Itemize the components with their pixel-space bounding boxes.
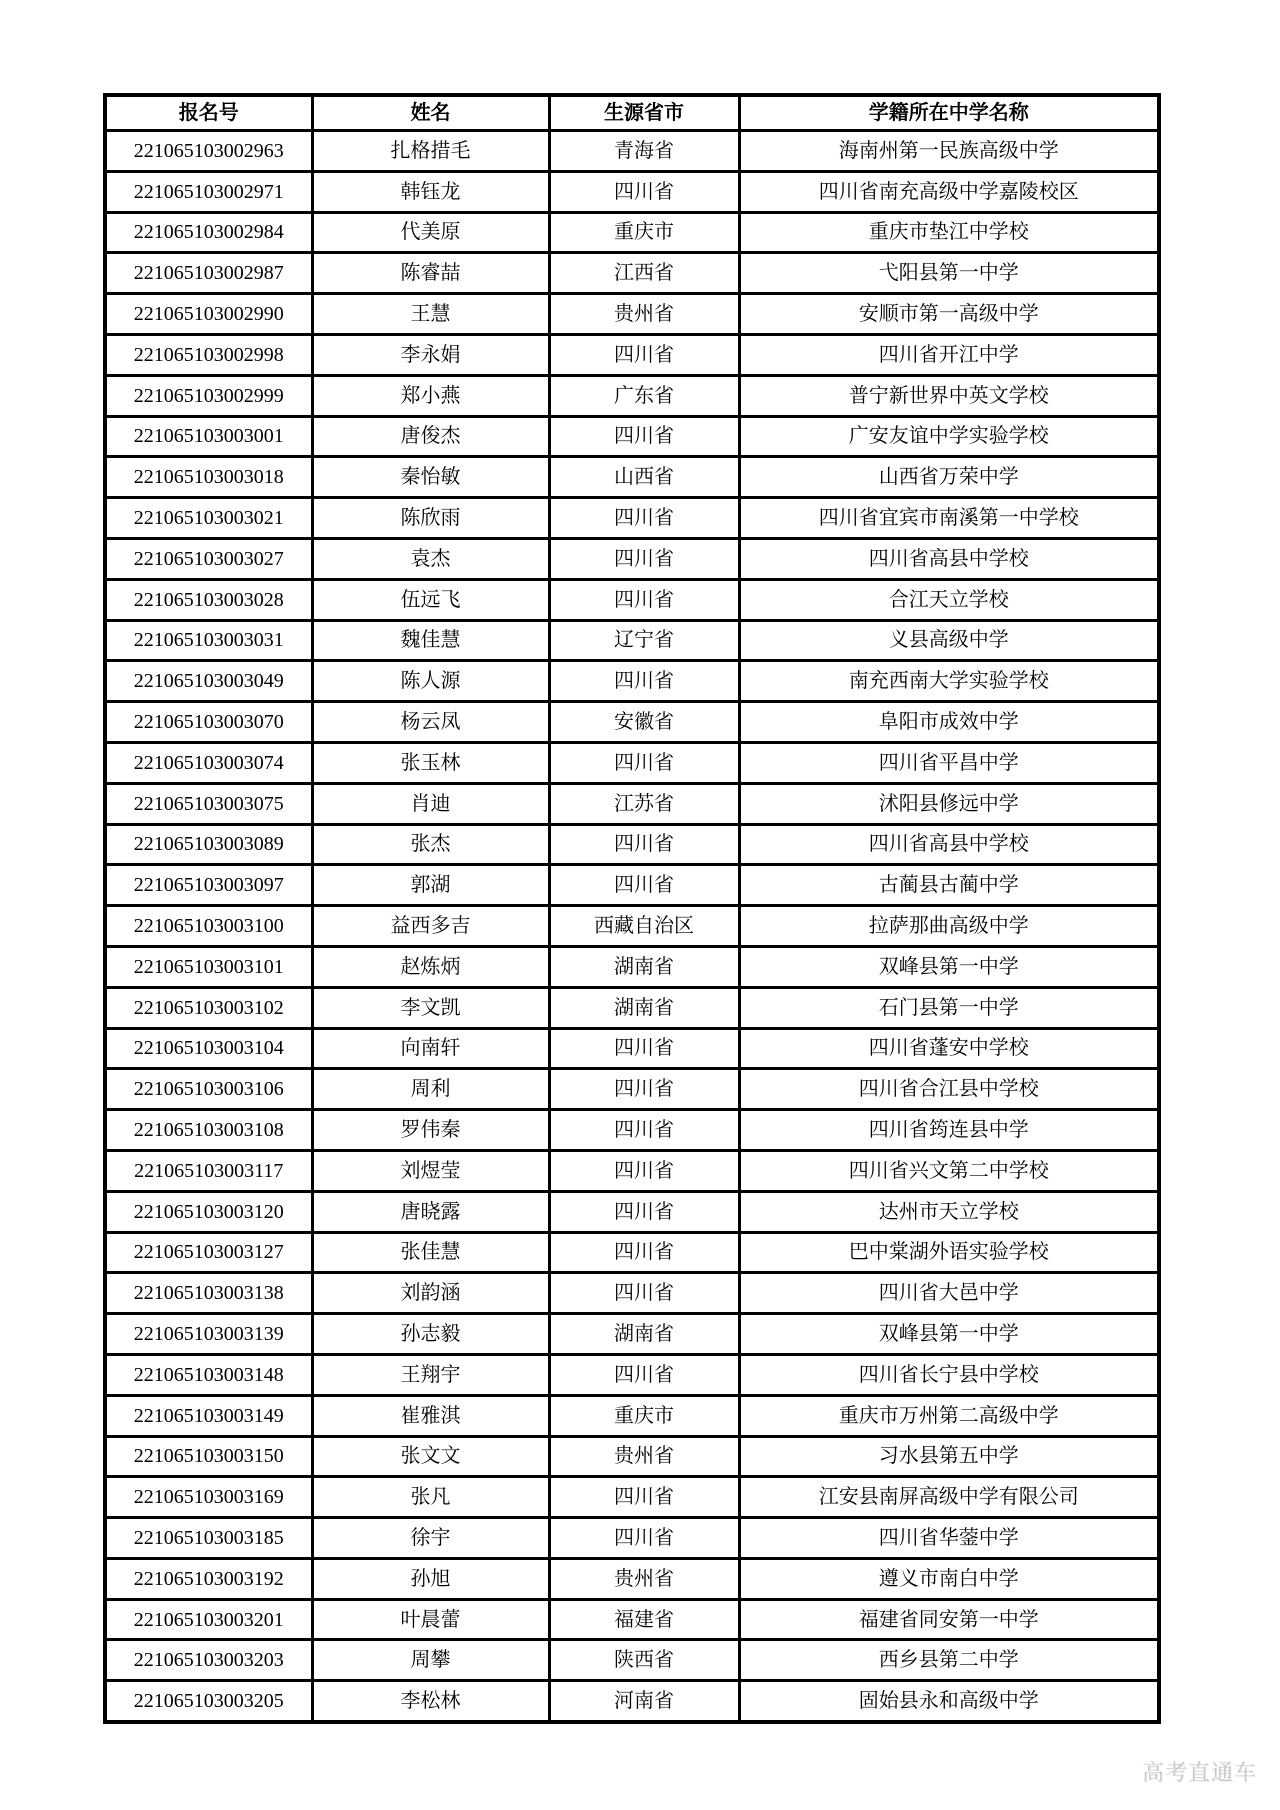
column-header-registration-no: 报名号 <box>105 95 312 131</box>
cell-name: 魏佳慧 <box>312 620 549 661</box>
table-row <box>105 1314 1159 1355</box>
cell-name: 刘韵涵 <box>312 1273 549 1314</box>
cell-school: 普宁新世界中英文学校 <box>739 375 1159 416</box>
table-row <box>105 702 1159 743</box>
cell-name: 刘煜莹 <box>312 1150 549 1191</box>
cell-province: 山西省 <box>549 457 739 498</box>
cell-school: 重庆市万州第二高级中学 <box>739 1395 1159 1436</box>
cell-name: 代美原 <box>312 212 549 253</box>
cell-name: 赵炼炳 <box>312 946 549 987</box>
cell-name: 叶晨蕾 <box>312 1599 549 1640</box>
table-row <box>105 865 1159 906</box>
cell-school: 四川省南充高级中学嘉陵校区 <box>739 171 1159 212</box>
cell-province: 四川省 <box>549 1110 739 1151</box>
cell-name: 韩钰龙 <box>312 171 549 212</box>
cell-registration-no: 221065103003101 <box>105 946 312 987</box>
table-row <box>105 538 1159 579</box>
table-row <box>105 457 1159 498</box>
cell-school: 四川省宜宾市南溪第一中学校 <box>739 498 1159 539</box>
cell-registration-no: 221065103003120 <box>105 1191 312 1232</box>
cell-registration-no: 221065103003097 <box>105 865 312 906</box>
cell-registration-no: 221065103003028 <box>105 579 312 620</box>
cell-province: 贵州省 <box>549 1558 739 1599</box>
cell-registration-no: 221065103003104 <box>105 1028 312 1069</box>
cell-province: 四川省 <box>549 1477 739 1518</box>
table-row <box>105 1477 1159 1518</box>
cell-province: 四川省 <box>549 1232 739 1273</box>
table-row <box>105 131 1159 172</box>
table-row <box>105 1110 1159 1151</box>
cell-province: 青海省 <box>549 131 739 172</box>
cell-registration-no: 221065103003027 <box>105 538 312 579</box>
table-row <box>105 253 1159 294</box>
cell-school: 海南州第一民族高级中学 <box>739 131 1159 172</box>
cell-school: 福建省同安第一中学 <box>739 1599 1159 1640</box>
cell-name: 王慧 <box>312 294 549 335</box>
cell-province: 安徽省 <box>549 702 739 743</box>
cell-province: 四川省 <box>549 1273 739 1314</box>
cell-school: 习水县第五中学 <box>739 1436 1159 1477</box>
cell-registration-no: 221065103002984 <box>105 212 312 253</box>
cell-name: 孙志毅 <box>312 1314 549 1355</box>
cell-name: 益西多吉 <box>312 906 549 947</box>
cell-name: 张佳慧 <box>312 1232 549 1273</box>
cell-school: 南充西南大学实验学校 <box>739 661 1159 702</box>
cell-name: 徐宇 <box>312 1518 549 1559</box>
cell-school: 四川省高县中学校 <box>739 538 1159 579</box>
cell-registration-no: 221065103002963 <box>105 131 312 172</box>
cell-registration-no: 221065103003108 <box>105 1110 312 1151</box>
cell-province: 四川省 <box>549 538 739 579</box>
cell-province: 四川省 <box>549 334 739 375</box>
cell-school: 四川省筠连县中学 <box>739 1110 1159 1151</box>
cell-province: 辽宁省 <box>549 620 739 661</box>
table-row <box>105 212 1159 253</box>
cell-school: 四川省开江中学 <box>739 334 1159 375</box>
column-header-name: 姓名 <box>312 95 549 131</box>
cell-school: 安顺市第一高级中学 <box>739 294 1159 335</box>
cell-name: 郭湖 <box>312 865 549 906</box>
cell-province: 湖南省 <box>549 987 739 1028</box>
cell-name: 罗伟秦 <box>312 1110 549 1151</box>
cell-province: 福建省 <box>549 1599 739 1640</box>
cell-school: 广安友谊中学实验学校 <box>739 416 1159 457</box>
cell-name: 袁杰 <box>312 538 549 579</box>
cell-school: 双峰县第一中学 <box>739 946 1159 987</box>
cell-school: 达州市天立学校 <box>739 1191 1159 1232</box>
cell-registration-no: 221065103003139 <box>105 1314 312 1355</box>
cell-name: 唐俊杰 <box>312 416 549 457</box>
cell-registration-no: 221065103003075 <box>105 783 312 824</box>
cell-school: 固始县永和高级中学 <box>739 1681 1159 1722</box>
cell-province: 江苏省 <box>549 783 739 824</box>
cell-name: 崔雅淇 <box>312 1395 549 1436</box>
cell-province: 河南省 <box>549 1681 739 1722</box>
cell-school: 西乡县第二中学 <box>739 1640 1159 1681</box>
cell-province: 四川省 <box>549 171 739 212</box>
cell-province: 西藏自治区 <box>549 906 739 947</box>
cell-school: 弋阳县第一中学 <box>739 253 1159 294</box>
cell-registration-no: 221065103003117 <box>105 1150 312 1191</box>
cell-name: 孙旭 <box>312 1558 549 1599</box>
cell-province: 四川省 <box>549 1150 739 1191</box>
cell-name: 扎格措毛 <box>312 131 549 172</box>
cell-name: 伍远飞 <box>312 579 549 620</box>
cell-province: 四川省 <box>549 1354 739 1395</box>
cell-registration-no: 221065103002987 <box>105 253 312 294</box>
cell-name: 陈睿喆 <box>312 253 549 294</box>
cell-province: 四川省 <box>549 579 739 620</box>
table-row <box>105 661 1159 702</box>
cell-registration-no: 221065103002999 <box>105 375 312 416</box>
table-row <box>105 620 1159 661</box>
cell-province: 贵州省 <box>549 1436 739 1477</box>
table-row <box>105 1191 1159 1232</box>
cell-registration-no: 221065103003070 <box>105 702 312 743</box>
cell-school: 拉萨那曲高级中学 <box>739 906 1159 947</box>
table-row <box>105 1150 1159 1191</box>
cell-school: 阜阳市成效中学 <box>739 702 1159 743</box>
cell-name: 陈人源 <box>312 661 549 702</box>
cell-school: 沭阳县修远中学 <box>739 783 1159 824</box>
cell-registration-no: 221065103003148 <box>105 1354 312 1395</box>
cell-name: 张杰 <box>312 824 549 865</box>
watermark-text: 高考直通车 <box>1141 1760 1257 1785</box>
cell-registration-no: 221065103003102 <box>105 987 312 1028</box>
cell-name: 张凡 <box>312 1477 549 1518</box>
cell-name: 周利 <box>312 1069 549 1110</box>
cell-name: 肖迪 <box>312 783 549 824</box>
cell-registration-no: 221065103003021 <box>105 498 312 539</box>
cell-registration-no: 221065103003127 <box>105 1232 312 1273</box>
table-row <box>105 742 1159 783</box>
cell-province: 广东省 <box>549 375 739 416</box>
table-row <box>105 906 1159 947</box>
cell-province: 四川省 <box>549 865 739 906</box>
table-row <box>105 1518 1159 1559</box>
cell-registration-no: 221065103003149 <box>105 1395 312 1436</box>
table-row <box>105 1681 1159 1722</box>
cell-name: 李松林 <box>312 1681 549 1722</box>
cell-registration-no: 221065103003185 <box>105 1518 312 1559</box>
cell-province: 四川省 <box>549 742 739 783</box>
table-row <box>105 1028 1159 1069</box>
cell-name: 郑小燕 <box>312 375 549 416</box>
cell-registration-no: 221065103003106 <box>105 1069 312 1110</box>
cell-school: 四川省平昌中学 <box>739 742 1159 783</box>
cell-registration-no: 221065103003192 <box>105 1558 312 1599</box>
cell-name: 王翔宇 <box>312 1354 549 1395</box>
cell-registration-no: 221065103003018 <box>105 457 312 498</box>
cell-registration-no: 221065103002998 <box>105 334 312 375</box>
cell-school: 重庆市垫江中学校 <box>739 212 1159 253</box>
table-row <box>105 1640 1159 1681</box>
cell-province: 四川省 <box>549 824 739 865</box>
cell-school: 江安县南屏高级中学有限公司 <box>739 1477 1159 1518</box>
cell-school: 山西省万荣中学 <box>739 457 1159 498</box>
table-row <box>105 171 1159 212</box>
cell-registration-no: 221065103003031 <box>105 620 312 661</box>
cell-province: 四川省 <box>549 1028 739 1069</box>
cell-name: 李文凯 <box>312 987 549 1028</box>
cell-registration-no: 221065103003089 <box>105 824 312 865</box>
column-header-province: 生源省市 <box>549 95 739 131</box>
cell-school: 四川省兴文第二中学校 <box>739 1150 1159 1191</box>
column-header-school: 学籍所在中学名称 <box>739 95 1159 131</box>
cell-registration-no: 221065103003074 <box>105 742 312 783</box>
cell-province: 四川省 <box>549 498 739 539</box>
cell-school: 双峰县第一中学 <box>739 1314 1159 1355</box>
cell-province: 重庆市 <box>549 212 739 253</box>
cell-registration-no: 221065103003100 <box>105 906 312 947</box>
cell-school: 合江天立学校 <box>739 579 1159 620</box>
cell-province: 湖南省 <box>549 946 739 987</box>
cell-registration-no: 221065103003150 <box>105 1436 312 1477</box>
cell-school: 石门县第一中学 <box>739 987 1159 1028</box>
cell-name: 张文文 <box>312 1436 549 1477</box>
cell-school: 遵义市南白中学 <box>739 1558 1159 1599</box>
table-row <box>105 1436 1159 1477</box>
table-row <box>105 1354 1159 1395</box>
table-row <box>105 334 1159 375</box>
table-row <box>105 1069 1159 1110</box>
cell-province: 湖南省 <box>549 1314 739 1355</box>
table-row <box>105 579 1159 620</box>
cell-school: 古蔺县古蔺中学 <box>739 865 1159 906</box>
table-row <box>105 1599 1159 1640</box>
cell-school: 四川省大邑中学 <box>739 1273 1159 1314</box>
table-row <box>105 946 1159 987</box>
table-row <box>105 1273 1159 1314</box>
cell-school: 巴中棠湖外语实验学校 <box>739 1232 1159 1273</box>
table-row <box>105 783 1159 824</box>
cell-registration-no: 221065103002971 <box>105 171 312 212</box>
cell-name: 唐晓露 <box>312 1191 549 1232</box>
cell-name: 周攀 <box>312 1640 549 1681</box>
cell-province: 四川省 <box>549 661 739 702</box>
cell-registration-no: 221065103003001 <box>105 416 312 457</box>
cell-name: 李永娟 <box>312 334 549 375</box>
cell-school: 四川省华蓥中学 <box>739 1518 1159 1559</box>
table-header-row <box>105 95 1159 131</box>
table-row <box>105 1232 1159 1273</box>
registration-table <box>103 93 1161 1724</box>
cell-province: 四川省 <box>549 1191 739 1232</box>
cell-registration-no: 221065103003049 <box>105 661 312 702</box>
cell-province: 四川省 <box>549 1069 739 1110</box>
cell-name: 张玉林 <box>312 742 549 783</box>
table-row <box>105 1558 1159 1599</box>
cell-school: 四川省合江县中学校 <box>739 1069 1159 1110</box>
table-row <box>105 498 1159 539</box>
cell-registration-no: 221065103002990 <box>105 294 312 335</box>
cell-school: 四川省高县中学校 <box>739 824 1159 865</box>
table-row <box>105 416 1159 457</box>
cell-school: 四川省蓬安中学校 <box>739 1028 1159 1069</box>
cell-province: 四川省 <box>549 416 739 457</box>
table-row <box>105 824 1159 865</box>
table-row <box>105 375 1159 416</box>
cell-school: 四川省长宁县中学校 <box>739 1354 1159 1395</box>
table-row <box>105 294 1159 335</box>
cell-registration-no: 221065103003205 <box>105 1681 312 1722</box>
cell-name: 陈欣雨 <box>312 498 549 539</box>
cell-name: 秦怡敏 <box>312 457 549 498</box>
cell-registration-no: 221065103003169 <box>105 1477 312 1518</box>
cell-province: 陕西省 <box>549 1640 739 1681</box>
cell-name: 杨云凤 <box>312 702 549 743</box>
table-row <box>105 1395 1159 1436</box>
table-row <box>105 987 1159 1028</box>
cell-registration-no: 221065103003138 <box>105 1273 312 1314</box>
cell-province: 贵州省 <box>549 294 739 335</box>
cell-registration-no: 221065103003201 <box>105 1599 312 1640</box>
cell-name: 向南轩 <box>312 1028 549 1069</box>
cell-registration-no: 221065103003203 <box>105 1640 312 1681</box>
cell-province: 重庆市 <box>549 1395 739 1436</box>
cell-province: 四川省 <box>549 1518 739 1559</box>
cell-school: 义县高级中学 <box>739 620 1159 661</box>
cell-province: 江西省 <box>549 253 739 294</box>
